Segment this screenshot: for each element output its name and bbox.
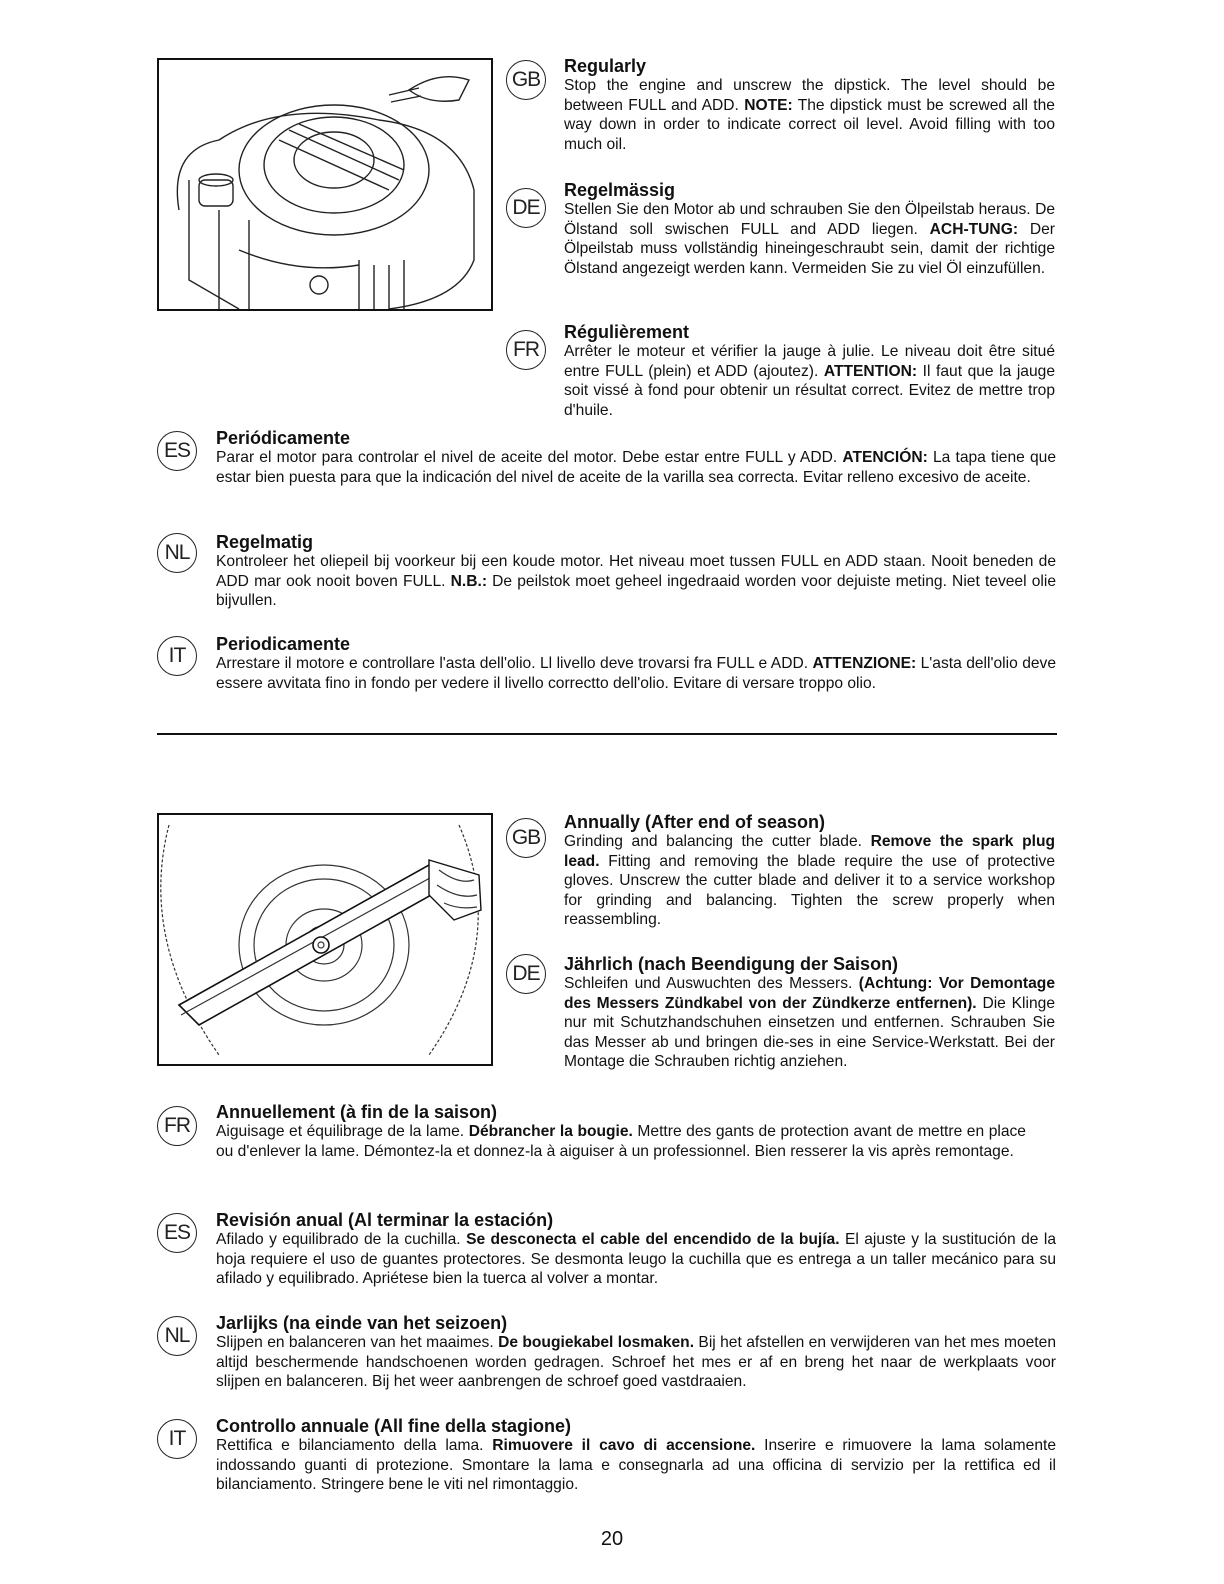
section-title: Regularly xyxy=(564,56,647,76)
section-regelmatig-nl xyxy=(216,532,1056,611)
lang-badge-de: DE xyxy=(506,954,546,994)
section-periodicamente-es xyxy=(216,428,1056,487)
section-jahrlich-de xyxy=(564,954,1055,1072)
section-title: Annuellement (à fin de la saison) xyxy=(216,1102,498,1122)
section-text: Kontroleer het oliepeil bij voorkeur bij een koude motor. Het niveau moet tussen FULL en ADD staan. Nooit beneden de ADD mar ook nooit boven FULL. N.B.: De peilstok moet geheel ingedraaid worden voor dejuiste meting. Niet teveel olie bijvullen. xyxy=(216,553,1056,609)
section-title: Periodicamente xyxy=(216,634,351,654)
engine-dipstick-figure xyxy=(157,58,493,311)
lang-badge-fr: FR xyxy=(157,1106,197,1146)
cutter-blade-figure xyxy=(157,813,493,1066)
section-controllo-annuale-it xyxy=(216,1416,1056,1495)
section-periodicamente-it xyxy=(216,634,1056,693)
section-text: Grinding and balancing the cutter blade. Remove the spark plug lead. Fitting and removing the blade require the use of protective gloves. Unscrew the cutter blade and deliver it to a service workshop for grinding and balancing. Tighten the screw properly when reassembling. xyxy=(564,833,1055,928)
section-title: Annually (After end of season) xyxy=(564,812,826,832)
section-annuellement-fr xyxy=(216,1102,1056,1161)
section-title: Regelmatig xyxy=(216,532,314,552)
section-title: Jährlich (nach Beendigung der Saison) xyxy=(564,954,899,974)
lang-badge-fr: FR xyxy=(506,330,546,370)
section-text: Arrestare il motore e controllare l'asta dell'olio. Ll livello deve trovarsi fra FULL e ADD. ATTENZIONE: L'asta dell'olio deve essere avvitata fino in fondo per vedere il livello correctto dell'olio. Evitare di versare troppo olio. xyxy=(216,655,1057,692)
lang-badge-es: ES xyxy=(157,1213,197,1253)
section-text: Arrêter le moteur et vérifier la jauge à julie. Le niveau doit être situé entre FULL (plein) et ADD (ajoutez). ATTENTION: Il faut que la jauge soit vissé à fond pour obtenir un résultat correct. Evitez de mettre trop d'huile. xyxy=(564,343,1056,419)
section-regularly-gb xyxy=(564,56,1055,154)
section-title: Jarlijks (na einde van het seizoen) xyxy=(216,1313,508,1333)
section-text: Slijpen en balanceren van het maaimes. De bougiekabel losmaken. Bij het afstellen en verwijderen van het mes moeten altijd beschermende handschoenen worden gedragen. Schroef het mes er af en breng het naar de werkplaats voor slijpen en balanceren. Bij het weer aanbrengen de schroef goed vastdraaien. xyxy=(216,1334,1056,1390)
section-regulierement-fr xyxy=(564,322,1055,420)
section-title: Revisión anual (Al terminar la estación) xyxy=(216,1210,554,1230)
lang-badge-es: ES xyxy=(157,431,197,471)
section-revision-anual-es xyxy=(216,1210,1056,1289)
section-jarlijks-nl xyxy=(216,1313,1056,1392)
section-title: Regelmässig xyxy=(564,180,676,200)
lang-badge-nl: NL xyxy=(157,533,197,573)
page-number: 20 xyxy=(600,1528,624,1550)
section-text: Parar el motor para controlar el nivel de aceite del motor. Debe estar entre FULL y ADD. ATENCIÓN: La tapa tiene que estar bien puesta para que la indicación del nivel de aceite de la varilla sea correcta. Evitar relleno excesivo de aceite. xyxy=(216,449,1056,486)
section-text: Stop the engine and unscrew the dipstick. The level should be between FULL and ADD. NOTE: The dipstick must be screwed all the way down in order to indicate correct oil level. Avoid filling with too much oil. xyxy=(564,77,1055,153)
section-text: Aiguisage et équilibrage de la lame. Débrancher la bougie. Mettre des gants de protection avant de mettre en place ou d'enlever la lame. Démontez-la et donnez-la à aiguiser à un professionnel. Bien resserer la vis après remontage. xyxy=(216,1123,1026,1160)
section-text: Afilado y equilibrado de la cuchilla. Se desconecta el cable del encendido de la bujía. El ajuste y la sustitución de la hoja requiere el uso de guantes protectores. Se desmonta leugo la cuchilla que es entrega a un taller mecánico para su afilado y equilibrado. Apriétese bien la tuerca al volver a montar. xyxy=(216,1231,1056,1287)
section-text: Schleifen und Auswuchten des Messers. (Achtung: Vor Demontage des Messers Zündkabel von der Zündkerze entfernen). Die Klinge nur mit Schutzhandschuhen einsetzen und entfernen. Schrauben Sie das Messer ab und bringen die-ses in eine Service-Werkstatt. Bei der Montage die Schrauben richtig anziehen. xyxy=(564,975,1055,1070)
section-title: Controllo annuale (All fine della stagione) xyxy=(216,1416,572,1436)
lang-badge-it: IT xyxy=(157,1419,197,1459)
lang-badge-it: IT xyxy=(157,636,197,676)
lang-badge-gb: GB xyxy=(506,818,546,858)
section-divider xyxy=(157,733,1057,735)
section-annually-gb xyxy=(564,812,1055,930)
section-text: Stellen Sie den Motor ab und schrauben Sie den Ölpeilstab heraus. De Ölstand soll swischen FULL and ADD liegen. ACH-TUNG: Der Ölpeilstab muss vollständig hineingeschraubt sein, damit der richtige Ölstand angezeigt werden kann. Vermeiden Sie zu viel Öl einzufüllen. xyxy=(564,201,1055,277)
lang-badge-nl: NL xyxy=(157,1316,197,1356)
lang-badge-gb: GB xyxy=(506,60,546,100)
section-title: Periódicamente xyxy=(216,428,351,448)
lang-badge-de: DE xyxy=(506,188,546,228)
section-text: Rettifica e bilanciamento della lama. Rimuovere il cavo di accensione. Inserire e rimuovere la lama solamente indossando guanti di protezione. Smontare la lama e consegnarla ad una officina di servizio per la rettifica ed il bilanciamento. Stringere bene le viti nel rimontaggio. xyxy=(216,1437,1056,1493)
section-title: Régulièrement xyxy=(564,322,690,342)
section-regelmassig-de xyxy=(564,180,1055,278)
